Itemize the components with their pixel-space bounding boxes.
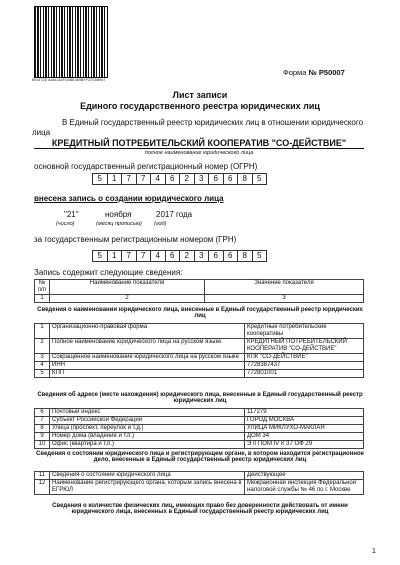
grn-label: за государственным регистрационным номером (ГРН) bbox=[34, 235, 237, 244]
ogrn-digit: 3 bbox=[195, 173, 210, 185]
ogrn-digit: 7 bbox=[122, 173, 137, 185]
ogrn-digit: 5 bbox=[92, 173, 108, 185]
section1-heading: Сведения о наименовании юридического лица, внесенные в Единый государственный реестр юридических лиц bbox=[37, 307, 363, 319]
ogrn-digit: 6 bbox=[224, 173, 239, 185]
row-name: Улица (проспект, переулок и т.д.) bbox=[50, 425, 245, 433]
row-value: 772801001 bbox=[245, 370, 364, 378]
row-value: КПК "СО-ДЕЙСТВИЕ" bbox=[245, 354, 364, 362]
date-caption-year: (год) bbox=[154, 221, 167, 227]
grn-digits bbox=[92, 250, 267, 262]
ogrn-digit: 1 bbox=[108, 173, 123, 185]
col-value-index: 3 bbox=[205, 295, 364, 303]
table-row bbox=[35, 324, 364, 339]
table-row bbox=[35, 370, 364, 378]
ogrn-digit: 7 bbox=[137, 173, 152, 185]
row-num: 10 bbox=[35, 441, 50, 449]
date-day: "21" bbox=[64, 210, 79, 219]
table-row bbox=[35, 417, 364, 425]
form-number: № Р50007 bbox=[308, 68, 345, 77]
grn-digit: 6 bbox=[224, 250, 239, 262]
row-value: КРЕДИТНЫЙ ПОТРЕБИТЕЛЬСКИЙ КООПЕРАТИВ "СО-ДЕЙСТВИЕ" bbox=[245, 339, 364, 354]
grn-digit: 4 bbox=[151, 250, 166, 262]
grn-digit: 2 bbox=[180, 250, 195, 262]
section1-table bbox=[34, 323, 364, 378]
col-name-index: 2 bbox=[50, 295, 205, 303]
ogrn-digit: 5 bbox=[253, 173, 268, 185]
form-label bbox=[283, 68, 345, 77]
row-value: Действующее bbox=[245, 472, 364, 480]
date-caption-month: (месяц прописью) bbox=[96, 221, 142, 227]
intro-continuation: лица bbox=[32, 128, 51, 137]
grn-digit: 8 bbox=[238, 250, 253, 262]
barcode-number: 691572D A5ACA4FC6BE369BFF37D08967 bbox=[32, 78, 106, 82]
ogrn-digit: 4 bbox=[151, 173, 166, 185]
section4-heading: Сведения о количестве физических лиц, имеющих право без доверенности действовать от имени юридического лица, внесенных в Единый государственный реестр юридических лиц bbox=[52, 503, 348, 515]
row-name: КПП bbox=[50, 370, 245, 378]
row-name: Почтовый индекс bbox=[50, 409, 245, 417]
row-value: ГОРОД МОСКВА bbox=[245, 417, 364, 425]
row-name: Сокращенное наименование юридического лица на русском языке bbox=[50, 354, 245, 362]
ogrn-digit: 6 bbox=[166, 173, 181, 185]
ogrn-digits bbox=[92, 173, 267, 185]
date-year: 2017 bbox=[156, 210, 174, 219]
row-name: Сведения о состоянии юридического лица bbox=[50, 472, 245, 480]
row-value: 117279 bbox=[245, 409, 364, 417]
date-month: ноября bbox=[105, 210, 132, 219]
ogrn-digit: 8 bbox=[238, 173, 253, 185]
page-number: 1 bbox=[372, 548, 376, 555]
barcode-image bbox=[34, 6, 108, 78]
grn-digit: 5 bbox=[92, 250, 108, 262]
grn-digit: 7 bbox=[137, 250, 152, 262]
contains-text: Запись содержит следующие сведения: bbox=[34, 268, 183, 277]
row-num: 8 bbox=[35, 425, 50, 433]
row-name: Номер дома (владение и т.п.) bbox=[50, 433, 245, 441]
form-word: Форма bbox=[283, 68, 307, 77]
page-subtitle: Единого государственного реестра юридических лиц bbox=[80, 101, 320, 111]
entity-caption: полное наименование юридического лица bbox=[144, 150, 254, 156]
grn-digit: 3 bbox=[195, 250, 210, 262]
col-num-header: № п/п bbox=[35, 280, 50, 295]
date-year-suffix: года bbox=[176, 210, 193, 219]
row-value: Э 0 ПОМ IV К 37 ОФ 29 bbox=[245, 441, 364, 449]
ogrn-label: основной государственный регистрационный номер (ОГРН) bbox=[34, 162, 258, 171]
row-name: Субъект Российской Федерации bbox=[50, 417, 245, 425]
table-row bbox=[35, 433, 364, 441]
row-num: 7 bbox=[35, 417, 50, 425]
table-row bbox=[35, 362, 364, 370]
row-value: Кредитные потребительские кооперативы bbox=[245, 324, 364, 339]
row-name: Наименование регистрирующего органа, которым запись внесена в ЕГРЮЛ bbox=[50, 480, 245, 495]
row-value: УЛИЦА МИКЛУХО-МАКЛАЯ bbox=[245, 425, 364, 433]
section3-heading: Сведения о состоянии юридического лица и регистрирующем органе, в котором находится регистрационное дело, внесенные в Единый государственный реестр юридических лиц bbox=[36, 451, 364, 463]
row-num: 3 bbox=[35, 354, 50, 362]
row-value: ДОМ 34 bbox=[245, 433, 364, 441]
table-row bbox=[35, 409, 364, 417]
page-title: Лист записи bbox=[172, 90, 228, 100]
ogrn-digit: 2 bbox=[180, 173, 195, 185]
intro-text: В Единый государственный реестр юридических лиц в отношении юридического bbox=[62, 118, 364, 127]
table-row bbox=[35, 480, 364, 495]
row-num: 2 bbox=[35, 339, 50, 354]
row-num: 1 bbox=[35, 324, 50, 339]
entry-text: внесена запись о создании юридического лица bbox=[34, 194, 224, 203]
row-value: Межрайонная инспекция Федеральной налоговой службы № 46 по г. Москве bbox=[245, 480, 364, 495]
table-row bbox=[35, 472, 364, 480]
grn-digit: 1 bbox=[108, 250, 123, 262]
row-name: Организационно-правовая форма bbox=[50, 324, 245, 339]
ogrn-digit: 6 bbox=[209, 173, 224, 185]
table-row bbox=[35, 339, 364, 354]
table-row bbox=[35, 425, 364, 433]
grn-digit: 6 bbox=[166, 250, 181, 262]
row-name: Полное наименование юридического лица на русском языке bbox=[50, 339, 245, 354]
header-table bbox=[34, 279, 364, 303]
row-name: Офис (квартира и т.п.) bbox=[50, 441, 245, 449]
row-name: ИНН bbox=[50, 362, 245, 370]
section2-table bbox=[34, 408, 364, 449]
table-row bbox=[35, 354, 364, 362]
section3-table bbox=[34, 471, 364, 495]
col-num-index: 1 bbox=[35, 295, 50, 303]
grn-digit: 6 bbox=[209, 250, 224, 262]
row-num: 4 bbox=[35, 362, 50, 370]
row-num: 6 bbox=[35, 409, 50, 417]
entity-name: КРЕДИТНЫЙ ПОТРЕБИТЕЛЬСКИЙ КООПЕРАТИВ "СО-ДЕЙСТВИЕ" bbox=[34, 138, 364, 149]
row-value: 7728387437 bbox=[245, 362, 364, 370]
row-num: 9 bbox=[35, 433, 50, 441]
grn-digit: 7 bbox=[122, 250, 137, 262]
row-num: 5 bbox=[35, 370, 50, 378]
section2-heading: Сведения об адресе (месте нахождения) юридического лица, внесенные в Единый государственный реестр юридических лиц bbox=[37, 392, 363, 404]
row-num: 11 bbox=[35, 472, 50, 480]
col-value-header: Значение показателя bbox=[205, 280, 364, 295]
row-num: 12 bbox=[35, 480, 50, 495]
col-name-header: Наименование показателя bbox=[50, 280, 205, 295]
date-caption-day: (число) bbox=[56, 221, 75, 227]
table-row bbox=[35, 441, 364, 449]
grn-digit: 5 bbox=[253, 250, 268, 262]
